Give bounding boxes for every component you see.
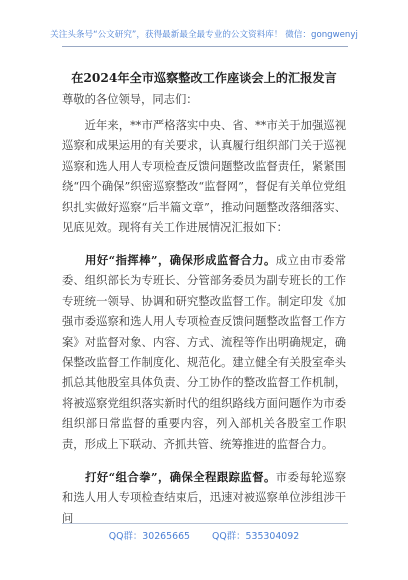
salutation: 尊敬的各位领导，同志们： (62, 93, 198, 106)
paragraph-section-1 (62, 250, 346, 455)
footer-divider (62, 523, 348, 524)
section-lead: 打好“组合拳”，确保全程跟踪监督。 (84, 470, 276, 484)
footer-qq-group-1: QQ群：30265665 (108, 531, 191, 542)
document-title: 在2024年全市巡察整改工作座谈会上的汇报发言 (71, 71, 337, 85)
paragraph-intro (62, 116, 346, 238)
paragraph-body: 成立由市委常委、组织部长为专班长、分管部务委员为副专班长的工作专班统一领导、协调和研究整改监督工作。制定印发《加强市委巡察和选人用人专项检查反馈问题整改监督工作方案》对监督对象、内容、方式、流程等作出明确规定，确保整改监督工作制度化、规范化。建立健全有关股室牵头抓总其他股室具体负责、分工协作的整改监督工作机制，将被巡察党组织落实新时代的组织路线方面问题作为市委组织部日常监督的重要内容，列入部机关各股室工作职责，形成上下联动、齐抓共管、统筹推进的监督合力。 (62, 254, 346, 451)
footer-qq-group-2: QQ群：535304092 (212, 531, 300, 542)
paragraph-section-2 (62, 467, 346, 529)
paragraph-body: 近年来，**市严格落实中央、省、**市关于加强巡视巡察和成果运用的有关要求，认真履行组织部门关于巡视巡察和选人用人专项检查反馈问题整改监督责任，紧紧围绕“四个确保”织密巡察整改“监督网”，督促有关单位党组织扎实做好巡察“后半篇文章”，推动问题整改落细落实、见底见效。现将有关工作进展情况汇报如下： (62, 119, 346, 235)
footer (0, 528, 408, 542)
header-banner: 关注头条号“公文研究”，获得最新最全最专业的公文资料库！ 微信：gongwenyj (50, 30, 358, 40)
header-divider (62, 46, 348, 47)
section-lead: 用好“指挥棒”，确保形成监督合力。 (84, 253, 276, 267)
paragraph-body: 市委每轮巡察和选人用人专项检查结束后，迅速对被巡察单位涉组涉干问 (62, 471, 346, 525)
